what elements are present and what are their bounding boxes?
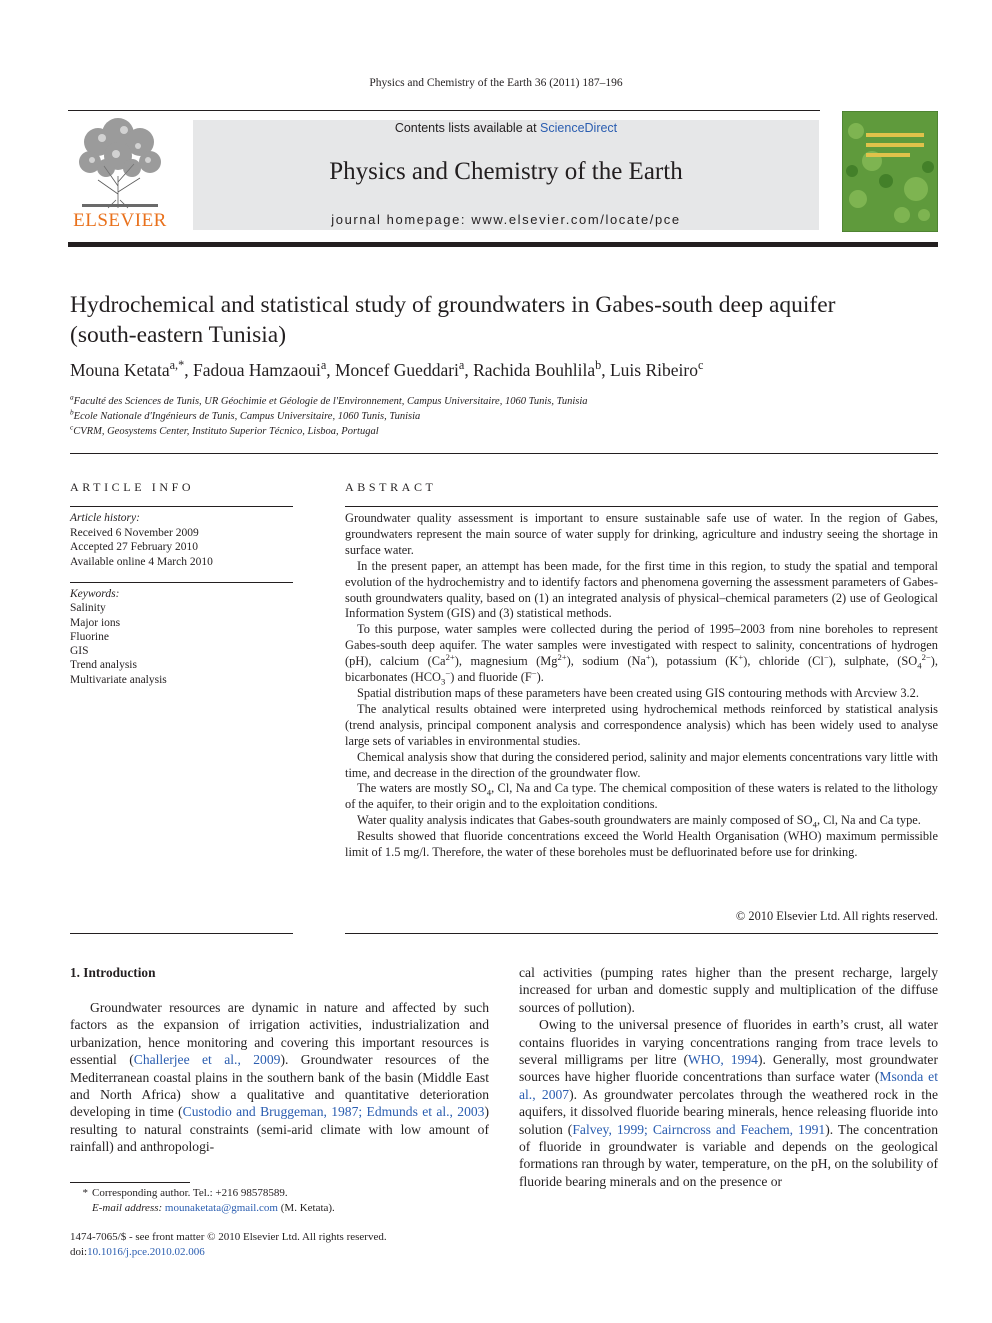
- keywords: [70, 587, 293, 687]
- journal-citation: Physics and Chemistry of the Earth 36 (2011) 187–196: [369, 77, 623, 89]
- body-column-right: [519, 964, 938, 1190]
- author-mark: a: [320, 358, 327, 373]
- affiliation-mark: c: [70, 422, 74, 432]
- doi-label: doi:: [70, 1245, 88, 1258]
- author-mark: b: [595, 358, 602, 373]
- journal-banner: [193, 120, 819, 230]
- affiliation-mark: b: [70, 407, 74, 417]
- author-name: Luis Ribeiro: [609, 360, 698, 380]
- journal-title: Physics and Chemistry of the Earth: [329, 158, 683, 185]
- journal-homepage: [193, 212, 819, 227]
- info-rule: [70, 933, 293, 934]
- footnote-rule: [70, 1182, 190, 1183]
- abstract-paragraph: Spatial distribution maps of these parameters have been created using GIS contouring methods with Arcview 3.2.: [357, 685, 919, 700]
- online-date: Available online 4 March 2010: [70, 555, 213, 568]
- accepted-date: Accepted 27 February 2010: [70, 541, 199, 553]
- abstract-text: [345, 511, 938, 861]
- citation-link[interactable]: Custodio and Bruggeman, 1987; Edmunds et al., 2003: [182, 1104, 485, 1120]
- abstract-paragraph: To this purpose, water samples were collected during the period of 1995–2003 from nine boreholes to represent Gabes-south deep aquifer. The water samples were investigated with respect to salinity, concentrations of hydrogen (pH), calcium $(Ca^{2+})$, magnesium $(Mg^{2+})$, sodium (Na+), potassium (K+), chloride (Cl−), sulphate, $(SO_4^{2-})$, bicarbonates $(HCO_3^-)$ and fluoride (F−).: [345, 622, 939, 687]
- citation-link[interactable]: Challerjee et al., 2009: [133, 1052, 281, 1068]
- keyword: Major ions: [70, 616, 121, 629]
- abstract-copyright: © 2010 Elsevier Ltd. All rights reserved.: [735, 909, 938, 923]
- journal-cover-image: [842, 111, 938, 232]
- email-link[interactable]: mounaketata@gmail.com: [164, 1201, 278, 1214]
- keyword: Multivariate analysis: [70, 673, 167, 686]
- body-paragraph: Groundwater resources are dynamic in nature and affected by such factors as the expansion of irrigation activities, industrialization and urbanization, hence monitoring and covering this important resources is essential (Challerjee et al., 2009). Groundwater resources of the Mediterranean coastal plains in the southern bank of the basin (Middle East and North Africa) show a qualitative and quantitative deterioration developing in time (Custodio and Bruggeman, 1987; Edmunds et al., 2003) resulting to natural constraints (semi-arid climate with low amount of rainfall) and anthropologi-: [70, 1000, 490, 1155]
- title-line-2: (south-eastern Tunisia): [70, 322, 287, 348]
- affiliation-text: Faculté des Sciences de Tunis, UR Géochimie et Géologie de l'Environnement, Campus Universitaire, 1060 Tunis, Tunisia: [73, 396, 588, 407]
- abstract-heading: ABSTRACT: [345, 480, 437, 494]
- abstract-paragraph: Results showed that fluoride concentrations exceed the World Health Organisation (WHO) maximum permissible limit of 1.5 mg/l. Therefore, the water of these boreholes must be defluorinated before use for drinking.: [345, 829, 938, 860]
- contents-line: [193, 121, 819, 135]
- homepage-link[interactable]: www.elsevier.com/locate/pce: [471, 212, 681, 227]
- homepage-prefix: journal homepage:: [331, 212, 467, 227]
- citation-link[interactable]: Falvey, 1999; Cairncross and Feachem, 1991: [572, 1121, 826, 1137]
- contents-prefix: Contents lists available at: [394, 121, 537, 135]
- history-label: Article history:: [70, 512, 140, 524]
- body-column-left: [70, 999, 489, 1156]
- title-line-1: Hydrochemical and statistical study of groundwaters in Gabes-south deep aquifer: [70, 292, 836, 318]
- abstract-rule: [345, 506, 938, 507]
- header-thick-rule: [68, 242, 938, 247]
- info-rule: [70, 582, 293, 583]
- issn-line: 1474-7065/$ - see front matter © 2010 Elsevier Ltd. All rights reserved.: [70, 1231, 387, 1243]
- introduction-heading: 1. Introduction: [70, 965, 156, 980]
- email-suffix: (M. Ketata).: [280, 1201, 335, 1214]
- affiliation-mark: a: [70, 392, 74, 402]
- abstract-paragraph: Groundwater quality assessment is important to ensure sustainable safe use of water. In the region of Gabes, groundwaters represent the main source of water supply for drinking, agriculture and industry seeing the shortage in surface water.: [345, 511, 938, 557]
- keyword: Fluorine: [70, 630, 109, 643]
- body-paragraph: Owing to the universal presence of fluorides in earth’s crust, all water contains fluorides in varying concentrations ranging from trace levels to several milligrams per litre (WHO, 1994). Generally, most groundwater sources have higher fluoride concentrations than surface water (Msonda et al., 2007). As groundwater percolates through the weathered rock in the aquifers, it dissolved fluoride bearing minerals, hence releasing fluoride into solution (Falvey, 1999; Cairncross and Feachem, 1991). The concentration of fluoride in groundwater is variable and depends on the geological formations ran through by water, temperature, on the pH, on the solubility of fluoride bearing minerals and on the presence or: [519, 1017, 939, 1189]
- author-mark: a,*: [169, 358, 185, 373]
- abstract-rule: [345, 933, 938, 934]
- doi-link[interactable]: 10.1016/j.pce.2010.02.006: [87, 1245, 205, 1258]
- author-list: Mouna Ketata$^{a,*}$, Fadoua Hamzaoui$^a$, Moncef Gueddari$^a$, Rachida Bouhlila$^b$, Luis Ribeiro$^c$: [70, 358, 704, 380]
- affiliation-text: CVRM, Geosystems Center, Instituto Superior Técnico, Lisboa, Portugal: [73, 426, 379, 437]
- abstract-paragraph: The analytical results obtained were interpreted using hydrochemical methods reinforced by statistical analysis (trend analysis, principal component analysis and correspondence analysis) which has been widely used to analyse large sets of variables in environmental studies.: [345, 701, 938, 748]
- corresponding-author-footnote: [70, 1186, 490, 1215]
- keyword: GIS: [70, 645, 89, 658]
- sciencedirect-link[interactable]: ScienceDirect: [540, 121, 618, 135]
- abstract-paragraph: Chemical analysis show that during the considered period, salinity and major elements concentrations vary little with time, and decrease in the direction of the groundwater flow.: [345, 749, 938, 780]
- body-paragraph: cal activities (pumping rates higher than the present recharge, largely increased for urban and domestic supply and multiplication of the diffuse sources of pollution).: [519, 965, 938, 1015]
- citation-link[interactable]: WHO, 1994: [687, 1052, 758, 1068]
- article-history: [70, 511, 293, 569]
- keyword: Trend analysis: [70, 659, 137, 672]
- keywords-label: Keywords:: [70, 588, 120, 600]
- header-rule: [68, 110, 820, 111]
- front-matter: [70, 1230, 490, 1259]
- received-date: Received 6 November 2009: [70, 526, 199, 539]
- author-name: Rachida Bouhlila: [473, 360, 596, 380]
- corresponding-author: Corresponding author. Tel.: +216 98578589.: [92, 1187, 288, 1199]
- author-name: Mouna Ketata: [70, 360, 170, 380]
- article-title: [70, 290, 940, 350]
- footnote-star: *: [82, 1187, 88, 1199]
- affiliation-text: Ecole Nationale d'Ingénieurs de Tunis, Campus Universitaire, 1060 Tunis, Tunisia: [73, 411, 421, 422]
- info-rule: [70, 506, 293, 507]
- author-mark: c: [697, 358, 704, 373]
- section-rule: [70, 453, 938, 454]
- author-name: Moncef Gueddari: [335, 360, 459, 380]
- affiliation: [70, 407, 940, 422]
- abstract-paragraph: In the present paper, an attempt has been made, for the first time in this region, to study the spatial and temporal evolution of the hydrochemistry and to identify factors and phenomena governing the assessment parameters of Gabes-south groundwaters quality, based on (1) an integrated analysis of physical–chemical parameters (2) use of Geological Information System (GIS) and (3) statistical methods.: [345, 558, 938, 621]
- article-info-heading: ARTICLE INFO: [70, 480, 195, 494]
- author-name: Fadoua Hamzaoui: [193, 360, 321, 380]
- affiliation: [70, 422, 940, 437]
- keyword: Salinity: [70, 602, 106, 615]
- author-mark: a: [458, 358, 465, 373]
- elsevier-wordmark: ELSEVIER: [73, 210, 167, 231]
- email-label: E-mail address:: [92, 1201, 163, 1214]
- affiliation: [70, 392, 940, 407]
- abstract-paragraph: Water quality analysis indicates that Gabes-south groundwaters are mainly composed of $SO_4$, Cl, Na and Ca type.: [357, 813, 921, 830]
- abstract-paragraph: The waters are mostly $SO_4$, Cl, Na and Ca type. The chemical composition of these waters is related to the lithology of the aquifer, to their origin and to the exploitation conditions.: [345, 781, 938, 812]
- citation-link[interactable]: Msonda et al., 2007: [519, 1069, 938, 1102]
